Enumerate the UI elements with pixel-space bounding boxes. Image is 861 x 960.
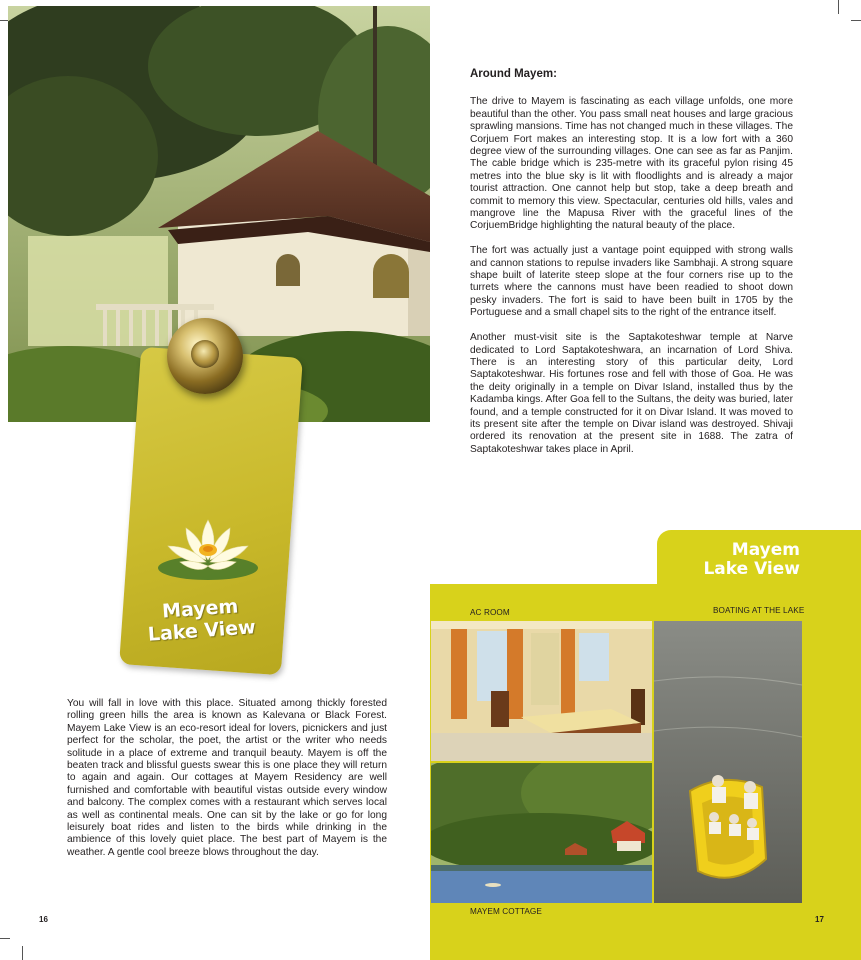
ac-room-photo bbox=[431, 621, 652, 761]
caption-ac-room: AC ROOM bbox=[470, 608, 510, 617]
article-heading: Around Mayem: bbox=[470, 68, 557, 80]
lotus-flower-icon bbox=[152, 498, 264, 590]
article-paragraph: Another must-visit site is the Saptakoteshwar temple at Narve dedicated to Lord Saptakoteshwara, an incarnation of Lord Shiva. There is an interesting story of this particular deity, Lord Saptakoteshwar. His fortunes rose and fell with those of Goa. He was the deity originally in a temple on Divar Island, installed thus by the Kadamba kings. After Goa fell to the Sultans, the deity was buried, later found, and a temple constructed for it on Divar Island. It was moved to its present site after the temple on Divar island was destroyed. Shivaji ordered its renovation at the present site in 1688. The zatra of Saptakoteshwar takes place in April. bbox=[470, 332, 793, 455]
crop-mark bbox=[838, 0, 839, 14]
page-number-left: 16 bbox=[39, 915, 48, 924]
page-number-right: 17 bbox=[815, 915, 824, 924]
tag-title-line2: Lake View bbox=[147, 616, 257, 646]
panel-title bbox=[660, 541, 800, 579]
article-paragraph: The drive to Mayem is fascinating as each village unfolds, one more beautiful than the other. You pass small neat houses and large gracious sprawling mansions. Time has not changed much in these villages. The Corjuem Fort makes an interesting stop. It is a low fort with a 360 degree view of the surrounding villages. One can see as far as Panjim. The cable bridge which is 235-metre with its graceful pylon rising 45 metres into the blue sky is lit with floodlights and is already a major tourist attraction. One cannot help but stop, take a deep breath and commit to memory this view. Spectacular, centuries old hills, vales and mangrove line the Mapusa River with the graceful lines of the CorjuemBridge highlighting the natural beauty of the place. bbox=[470, 96, 793, 232]
mayem-cottage-photo bbox=[431, 763, 652, 903]
caption-boating: BOATING AT THE LAKE bbox=[713, 606, 805, 615]
caption-cottage: MAYEM COTTAGE bbox=[470, 907, 542, 916]
boating-photo bbox=[654, 621, 802, 903]
door-knob-icon bbox=[167, 318, 243, 394]
crop-mark bbox=[0, 938, 10, 939]
crop-mark bbox=[22, 946, 23, 960]
around-mayem-article bbox=[470, 68, 793, 469]
panel-title-line2: Lake View bbox=[703, 559, 800, 579]
crop-mark bbox=[851, 20, 861, 21]
tag-title bbox=[135, 594, 268, 647]
intro-paragraph: You will fall in love with this place. Situated among thickly forested rolling green hills the area is known as Kalevana or Black Forest. Mayem Lake View is an eco-resort ideal for lovers, picnickers and just perfect for the scholar, the poet, the artist or the writer who needs solitude in a place of extreme and tranquil beauty. Mayem is off the beaten track and blissful guests swear this is one place they will return to again and again. Our cottages at Mayem Residency are well furnished and comfortable with beautiful vistas outside every window and balcony. The complex comes with a restaurant which serves local as well as continental meals. One can sit by the lake or go for long leisurely boat rides and listen to the birds while drinking in the ambience of this lovely quiet place. The best part of Mayem is the weather. A gentle cool breeze blows throughout the day. bbox=[67, 698, 387, 858]
article-paragraph: The fort was actually just a vantage point equipped with strong walls and cannon stations to repulse invaders like Sambhaji. A strong square shape built of laterite steep slope at the four corners rise up to the turrets where the cannons must have been readied to shoot down pesky invaders. The fort is said to have been built in 1705 by the Portuguese and a small chapel sits to the right of the entrance itself. bbox=[470, 245, 793, 319]
panel-title-line1: Mayem bbox=[731, 540, 800, 560]
tag-title-line1: Mayem bbox=[161, 595, 240, 623]
